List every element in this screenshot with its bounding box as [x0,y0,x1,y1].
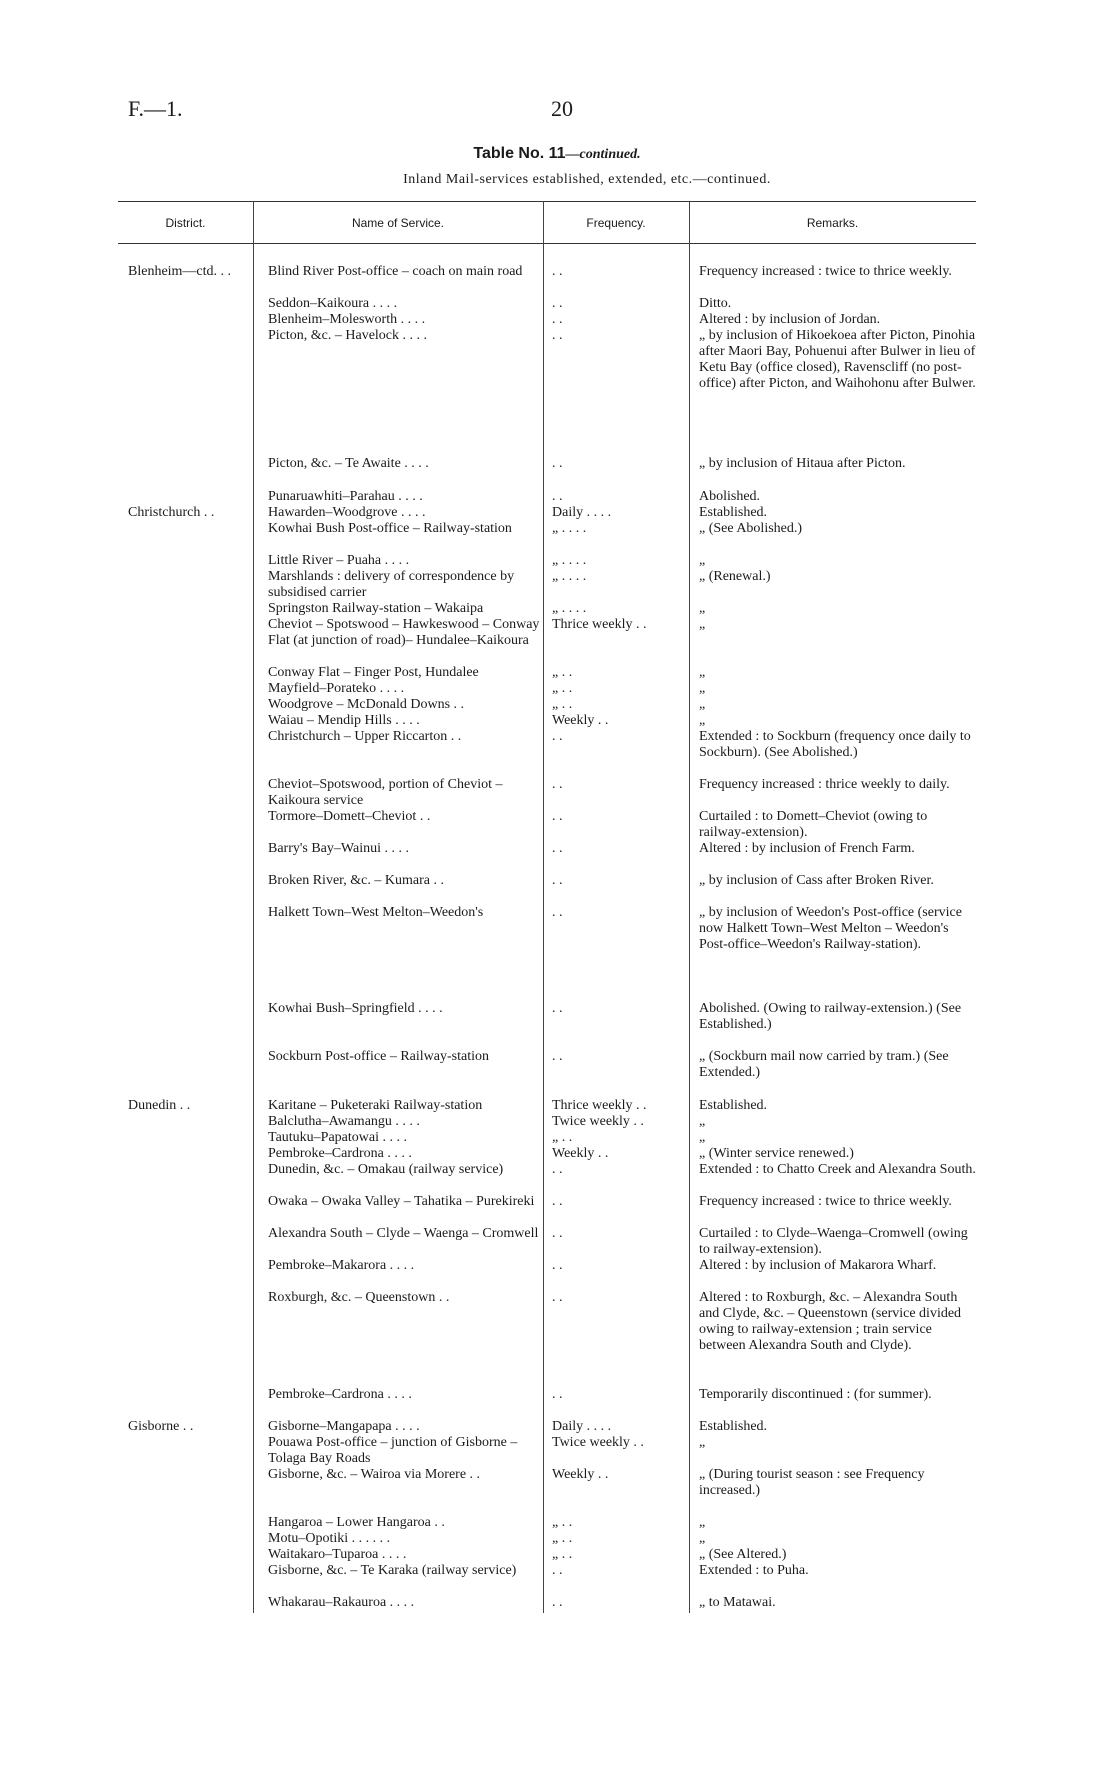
frequency-cell: Weekly . . [552,713,609,728]
frequency-cell: Thrice weekly . . [552,617,647,632]
frequency-cell: Thrice weekly . . [552,1098,647,1113]
frequency-cell: . . [552,312,563,327]
service-cell: Waiau – Mendip Hills . . . . [268,713,420,728]
service-cell: Punaruawhiti–Parahau . . . . [268,489,423,504]
service-cell: Pembroke–Cardrona . . . . [268,1387,412,1402]
frequency-cell: . . [552,328,563,343]
service-cell: Cheviot–Spotswood, portion of Cheviot –Kaikoura service [268,777,503,808]
remarks-cell: Extended : to Puha. [699,1563,809,1578]
frequency-cell: „ . . [552,681,573,696]
frequency-cell: . . [552,777,563,792]
remarks-cell: Established. [699,1419,768,1434]
remarks-cell: Altered : by inclusion of Jordan. [699,312,881,327]
remarks-cell: Frequency increased : twice to thrice weekly. [699,264,952,279]
service-cell: Hangaroa – Lower Hangaroa . . [268,1515,445,1530]
remarks-cell: Abolished. (Owing to railway-extension.) (See Established.) [699,1001,962,1032]
service-cell: Christchurch – Upper Riccarton . . [268,729,462,744]
service-cell: Balclutha–Awamangu . . . . [268,1114,420,1129]
service-cell: Pouawa Post-office – junction of Gisborne – Tolaga Bay Roads [268,1435,518,1466]
frequency-cell: . . [552,1001,563,1016]
service-cell: Kowhai Bush–Springfield . . . . [268,1001,443,1016]
service-cell: Owaka – Owaka Valley – Tahatika – Purekireki [268,1194,535,1209]
remarks-cell: „ [699,617,706,632]
remarks-cell: „ [699,1130,706,1145]
remarks-cell: Abolished. [699,489,761,504]
frequency-cell: Weekly . . [552,1146,609,1161]
remarks-cell: „ [699,665,706,680]
remarks-cell: „ by inclusion of Cass after Broken River. [699,873,934,888]
remarks-cell: Frequency increased : thrice weekly to daily. [699,777,950,792]
remarks-cell: „ [699,1435,706,1450]
remarks-cell: „ [699,697,706,712]
service-cell: Conway Flat – Finger Post, Hundalee [268,665,479,680]
frequency-cell: . . [552,456,563,471]
frequency-cell: Daily . . . . [552,1419,612,1434]
service-cell: Marshlands : delivery of correspondence by subsidised carrier [268,569,515,600]
frequency-cell: . . [552,1563,563,1578]
frequency-cell: „ . . [552,665,573,680]
frequency-cell: . . [552,264,563,279]
service-cell: Cheviot – Spotswood – Hawkeswood – Conway Flat (at junction of road)– Hundalee–Kaikoura [268,617,540,648]
district-cell: Gisborne . . [128,1419,194,1434]
service-cell: Waitakaro–Tuparoa . . . . [268,1547,407,1562]
frequency-cell: . . [552,1162,563,1177]
service-cell: Picton, &c. – Te Awaite . . . . [268,456,429,471]
frequency-cell: Twice weekly . . [552,1435,644,1450]
district-cell: Dunedin . . [128,1098,191,1113]
remarks-cell: Established. [699,505,768,520]
col-divider-2 [543,201,544,1613]
service-cell: Woodgrove – McDonald Downs . . [268,697,465,712]
frequency-cell: . . [552,873,563,888]
service-cell: Whakarau–Rakauroa . . . . [268,1595,415,1610]
frequency-cell: Twice weekly . . [552,1114,644,1129]
frequency-cell: . . [552,1258,563,1273]
col-head-remarks: Remarks. [806,216,859,230]
col-divider-3 [689,201,690,1613]
service-cell: Sockburn Post-office – Railway-station [268,1049,489,1064]
col-head-service: Name of Service. [351,216,445,230]
frequency-cell: . . [552,1595,563,1610]
remarks-cell: Frequency increased : twice to thrice weekly. [699,1194,952,1209]
frequency-cell: „ . . . . [552,521,587,536]
service-cell: Roxburgh, &c. – Queenstown . . [268,1290,450,1305]
frequency-cell: Daily . . . . [552,505,612,520]
remarks-cell: Altered : to Roxburgh, &c. – Alexandra South and Clyde, &c. – Queenstown (service divided owing to railway-extension ; train service between Alexandra South and Clyde). [699,1290,962,1353]
remarks-cell: „ (Winter service renewed.) [699,1146,854,1161]
remarks-cell: „ [699,713,706,728]
service-cell: Little River – Puaha . . . . [268,553,410,568]
table-title-main: Table No. 11 [473,145,566,162]
remarks-cell: „ [699,601,706,616]
service-cell: Dunedin, &c. – Omakau (railway service) [268,1162,504,1177]
frequency-cell: . . [552,1290,563,1305]
frequency-cell: . . [552,1387,563,1402]
service-cell: Picton, &c. – Havelock . . . . [268,328,428,343]
remarks-cell: „ by inclusion of Hikoekoea after Picton, Pinohia after Maori Bay, Pohuenui after Bulwer in lieu of Ketu Bay (office closed), Ravenscliff (no post-office) after Picton, and Waihohonu after Bulwer. [699,328,976,391]
service-cell: Blind River Post-office – coach on main road [268,264,523,279]
header-rule [118,243,976,244]
remarks-cell: Altered : by inclusion of Makarora Wharf. [699,1258,937,1273]
service-cell: Kowhai Bush Post-office – Railway-station [268,521,512,536]
frequency-cell: „ . . . . [552,553,587,568]
service-cell: Tautuku–Papatowai . . . . [268,1130,407,1145]
frequency-cell: . . [552,1194,563,1209]
frequency-cell: „ . . [552,1531,573,1546]
remarks-cell: „ [699,1531,706,1546]
page-number: 20 [551,96,573,121]
service-cell: Pembroke–Cardrona . . . . [268,1146,412,1161]
frequency-cell: . . [552,905,563,920]
frequency-cell: „ . . [552,697,573,712]
remarks-cell: Curtailed : to Domett–Cheviot (owing to railway-extension). [699,809,928,840]
remarks-cell: „ [699,1515,706,1530]
col-head-frequency: Frequency. [586,216,646,230]
remarks-cell: „ (Sockburn mail now carried by tram.) (See Extended.) [699,1049,949,1080]
frequency-cell: „ . . . . [552,601,587,616]
remarks-cell: „ [699,1114,706,1129]
table-subtitle: Inland Mail-services established, extended, etc.—continued. [403,172,771,187]
service-cell: Tormore–Domett–Cheviot . . [268,809,431,824]
frequency-cell: . . [552,1226,563,1241]
remarks-cell: Established. [699,1098,768,1113]
frequency-cell: „ . . [552,1130,573,1145]
remarks-cell: Extended : to Sockburn (frequency once daily to Sockburn). (See Abolished.) [699,729,971,760]
remarks-cell: „ [699,553,706,568]
frequency-cell: „ . . [552,1547,573,1562]
remarks-cell: „ (See Abolished.) [699,521,803,536]
service-cell: Karitane – Puketeraki Railway-station [268,1098,483,1113]
remarks-cell: Altered : by inclusion of French Farm. [699,841,915,856]
service-cell: Blenheim–Molesworth . . . . [268,312,426,327]
service-cell: Pembroke–Makarora . . . . [268,1258,415,1273]
remarks-cell: „ (See Altered.) [699,1547,787,1562]
col-head-district: District. [165,216,206,230]
frequency-cell: Weekly . . [552,1467,609,1482]
frequency-cell: . . [552,489,563,504]
remarks-cell: Temporarily discontinued : (for summer). [699,1387,932,1402]
remarks-cell: Curtailed : to Clyde–Waenga–Cromwell (owing to railway-extension). [699,1226,968,1257]
service-cell: Broken River, &c. – Kumara . . [268,873,444,888]
remarks-cell: Extended : to Chatto Creek and Alexandra South. [699,1162,976,1177]
frequency-cell: . . [552,809,563,824]
remarks-cell: „ by inclusion of Weedon's Post-office (service now Halkett Town–West Melton – Weedon's Post-office–Weedon's Railway-station). [699,905,962,952]
service-cell: Seddon–Kaikoura . . . . [268,296,398,311]
top-rule [118,201,976,202]
frequency-cell: „ . . . . [552,569,587,584]
frequency-cell: . . [552,296,563,311]
service-cell: Gisborne–Mangapapa . . . . [268,1419,420,1434]
remarks-cell: „ by inclusion of Hitaua after Picton. [699,456,906,471]
service-cell: Gisborne, &c. – Wairoa via Morere . . [268,1467,481,1482]
service-cell: Halkett Town–West Melton–Weedon's [268,905,484,920]
service-cell: Mayfield–Porateko . . . . [268,681,405,696]
district-cell: Blenheim—ctd. . . [128,264,232,279]
col-divider-1 [253,201,254,1613]
remarks-cell: „ to Matawai. [699,1595,776,1610]
remarks-cell: „ (Renewal.) [699,569,771,584]
remarks-cell: „ [699,681,706,696]
district-cell: Christchurch . . [128,505,215,520]
frequency-cell: . . [552,1049,563,1064]
service-cell: Barry's Bay–Wainui . . . . [268,841,409,856]
remarks-cell: „ (During tourist season : see Frequency increased.) [699,1467,925,1498]
table-title-suffix: —continued. [565,147,641,162]
service-cell: Springston Railway-station – Wakaipa [268,601,484,616]
frequency-cell: . . [552,729,563,744]
service-cell: Gisborne, &c. – Te Karaka (railway service) [268,1563,517,1578]
service-cell: Motu–Opotiki . . . . . . [268,1531,391,1546]
frequency-cell: . . [552,841,563,856]
page-ref: F.—1. [128,96,183,121]
table-title [0,145,1114,163]
frequency-cell: „ . . [552,1515,573,1530]
service-cell: Hawarden–Woodgrove . . . . [268,505,426,520]
remarks-cell: Ditto. [699,296,732,311]
service-cell: Alexandra South – Clyde – Waenga – Cromwell [268,1226,539,1241]
